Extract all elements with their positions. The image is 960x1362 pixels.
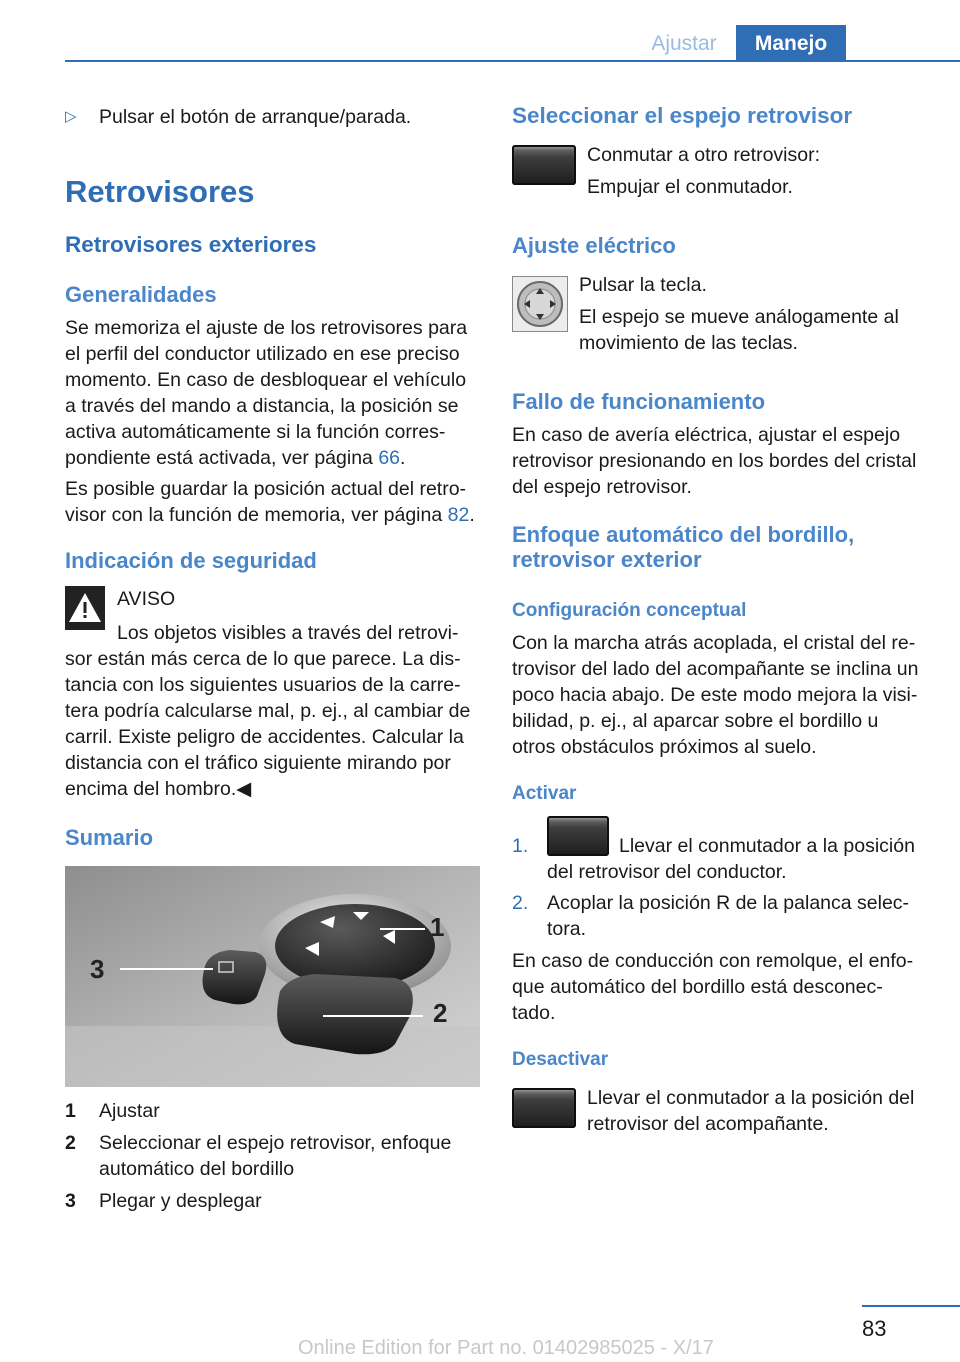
body-line: Conmutar a otro retrovisor: xyxy=(587,144,821,166)
step-number: 2. xyxy=(512,892,529,914)
warning-line: distancia con el tráfico siguiente mirando por xyxy=(65,752,451,774)
body-line: el perfil del conductor utilizado en ese preciso xyxy=(65,343,460,365)
step-text: tora. xyxy=(547,918,587,940)
mirror-switch-driver-icon xyxy=(547,816,609,856)
photo-label-3: 3 xyxy=(90,954,105,984)
legend-text: Plegar y desplegar xyxy=(99,1190,262,1212)
legend-number: 3 xyxy=(65,1190,76,1212)
photo-label-2: 2 xyxy=(433,998,448,1028)
step-text: Pulsar el botón de arranque/parada. xyxy=(99,106,412,128)
punctuation: . xyxy=(400,447,406,469)
heading-seguridad: Indicación de seguridad xyxy=(65,548,317,573)
warning-line: carril. Existe peligro de accidentes. Calcular la xyxy=(65,726,464,748)
warning-line: sor están más cerca de lo que parece. La dis‐ xyxy=(65,648,461,670)
section-subtitle: Retrovisores exteriores xyxy=(65,232,317,257)
legend-number: 1 xyxy=(65,1100,76,1122)
legend-text: Seleccionar el espejo retrovisor, enfoque xyxy=(99,1132,452,1154)
body-text: visor con la función de memoria, ver página xyxy=(65,504,448,526)
heading-enfoque: Enfoque automático del bordillo, xyxy=(512,522,855,547)
body-line: Es posible guardar la posición actual del retro‐ xyxy=(65,478,467,500)
page-title: Retrovisores xyxy=(65,174,255,209)
body-line: En caso de conducción con remolque, el enfo‐ xyxy=(512,950,914,972)
step-text: Acoplar la posición R de la palanca selec‐ xyxy=(547,892,910,914)
body-line: a través del mando a distancia, la posición se xyxy=(65,395,459,417)
heading-configuracion: Configuración conceptual xyxy=(512,600,747,621)
edition-watermark: Online Edition for Part no. 01402985025 - X/17 xyxy=(298,1337,714,1359)
body-line: trovisor del lado del acompañante se inclina un xyxy=(512,658,919,680)
step-number: 1. xyxy=(512,835,529,857)
body-line: Con la marcha atrás acoplada, el cristal del re‐ xyxy=(512,632,916,654)
photo-label-1: 1 xyxy=(430,912,445,942)
heading-fallo: Fallo de funcionamiento xyxy=(512,389,766,414)
heading-generalidades: Generalidades xyxy=(65,282,217,307)
body-line: El espejo se mueve análogamente al xyxy=(579,306,899,328)
mirror-adjust-pad-icon xyxy=(512,276,568,332)
body-line: Llevar el conmutador a la posición del xyxy=(587,1087,915,1109)
body-line: movimiento de las teclas. xyxy=(579,332,798,354)
body-line: activa automáticamente si la función corres‐ xyxy=(65,421,446,443)
heading-ajuste-electrico: Ajuste eléctrico xyxy=(512,233,676,258)
legend-text: Ajustar xyxy=(99,1100,160,1122)
mirror-controls-photo xyxy=(65,866,480,1087)
body-line: que automático del bordillo está desconec‐ xyxy=(512,976,883,998)
warning-line: encima del hombro.◀ xyxy=(65,778,252,800)
header-rule xyxy=(65,60,960,62)
mirror-switch-icon xyxy=(512,145,576,185)
page-link-82[interactable]: 82 xyxy=(447,504,470,526)
body-line: bilidad, p. ej., al aparcar sobre el bordillo u xyxy=(512,710,879,732)
legend-text: automático del bordillo xyxy=(99,1158,295,1180)
warning-icon xyxy=(65,586,105,630)
body-line: Empujar el conmutador. xyxy=(587,176,793,198)
mirror-switch-passenger-icon xyxy=(512,1088,576,1128)
step-text: Llevar el conmutador a la posición xyxy=(619,835,915,857)
body-line: Pulsar la tecla. xyxy=(579,274,707,296)
warning-line: tancia con los siguientes usuarios de la carre‐ xyxy=(65,674,461,696)
body-line: del espejo retrovisor. xyxy=(512,476,692,498)
step-text: del retrovisor del conductor. xyxy=(547,861,787,883)
heading-activar: Activar xyxy=(512,783,577,804)
legend-number: 2 xyxy=(65,1132,76,1154)
tab-ajustar[interactable]: Ajustar xyxy=(651,32,717,55)
step-arrow-icon: ▷ xyxy=(65,108,77,125)
tab-manejo[interactable]: Manejo xyxy=(736,25,846,62)
warning-line: tera podría calcularse mal, p. ej., al cambiar de xyxy=(65,700,471,722)
body-line: poco hacia abajo. De este modo mejora la visi‐ xyxy=(512,684,918,706)
page-number: 83 xyxy=(862,1316,887,1341)
body-line: retrovisor presionando en los bordes del cristal xyxy=(512,450,917,472)
heading-desactivar: Desactivar xyxy=(512,1049,609,1070)
body-line: retrovisor del acompañante. xyxy=(587,1113,829,1135)
body-text: pondiente está activada, ver página xyxy=(65,447,379,469)
body-line: otros obstáculos próximos al suelo. xyxy=(512,736,817,758)
page-link-66[interactable]: 66 xyxy=(378,447,401,469)
body-line xyxy=(65,445,405,471)
warning-title: AVISO xyxy=(117,588,176,610)
body-line: En caso de avería eléctrica, ajustar el espejo xyxy=(512,424,901,446)
heading-enfoque-2: retrovisor exterior xyxy=(512,547,702,572)
heading-sumario: Sumario xyxy=(65,825,154,850)
punctuation: . xyxy=(469,504,475,526)
footer-rule xyxy=(862,1305,960,1307)
warning-line: Los objetos visibles a través del retrovi‐ xyxy=(117,622,459,644)
body-line: tado. xyxy=(512,1002,556,1024)
body-line: momento. En caso de desbloquear el vehículo xyxy=(65,369,467,391)
body-line: Se memoriza el ajuste de los retrovisores para xyxy=(65,317,468,339)
body-line xyxy=(65,502,475,528)
heading-seleccionar: Seleccionar el espejo retrovisor xyxy=(512,103,853,128)
